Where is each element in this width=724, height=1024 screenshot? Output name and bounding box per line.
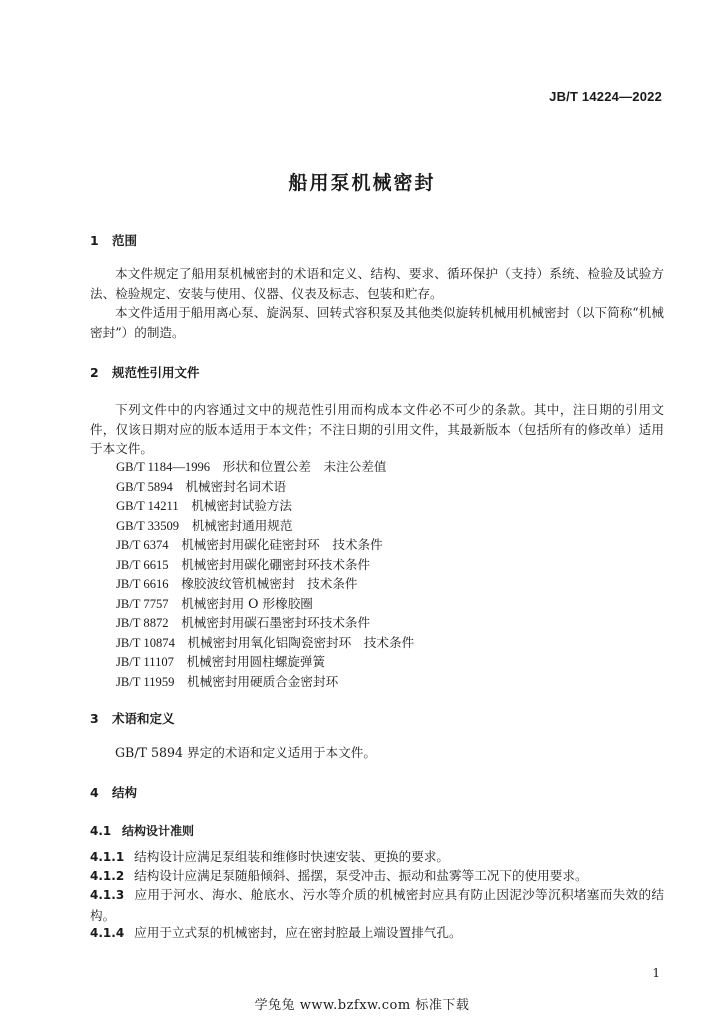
reference-item bbox=[116, 613, 414, 633]
reference-title: 机械密封名词术语 bbox=[185, 478, 287, 494]
reference-title: 机械密封用硬质合金密封环 bbox=[187, 673, 339, 689]
reference-title: 机械密封试验方法 bbox=[191, 498, 292, 513]
reference-item bbox=[116, 633, 414, 653]
terms-paragraph: GB/T 5894 界定的术语和定义适用于本文件。 bbox=[115, 745, 376, 760]
reference-title: 橡胶波纹管机械密封 技术条件 bbox=[181, 576, 358, 591]
reference-code: JB/T 6374 bbox=[116, 538, 169, 552]
reference-code: JB/T 10874 bbox=[116, 635, 175, 650]
clause-number: 4.1.3 bbox=[90, 888, 125, 902]
clause-4-1-2 bbox=[90, 866, 664, 887]
clause-4-1-3 bbox=[90, 885, 664, 925]
reference-item bbox=[116, 594, 414, 614]
reference-title: 形状和位置公差 未注公差值 bbox=[222, 459, 387, 474]
page-number: 1 bbox=[652, 966, 660, 980]
section-4-heading bbox=[90, 783, 137, 801]
reference-title: 机械密封用碳石墨密封环技术条件 bbox=[181, 615, 371, 630]
reference-title: 机械密封用圆柱螺旋弹簧 bbox=[186, 654, 326, 669]
normative-references-intro: 下列文件中的内容通过文中的规范性引用而构成本文件必不可少的条款。其中，注日期的引用文件，仅该日期对应的版本适用于本文件；不注日期的引用文件，其最新版本（包括所有的修改单）适用于本文件。 bbox=[90, 402, 664, 456]
reference-code: JB/T 7757 bbox=[116, 596, 169, 611]
reference-code: GB/T 5894 bbox=[116, 479, 173, 494]
section-3-heading bbox=[90, 709, 175, 727]
reference-item bbox=[116, 672, 414, 692]
reference-item bbox=[116, 535, 414, 555]
section-number: 1 bbox=[90, 233, 99, 248]
reference-item bbox=[116, 477, 414, 497]
section-title: 术语和定义 bbox=[112, 711, 175, 726]
section-title: 范围 bbox=[112, 233, 138, 248]
reference-item bbox=[116, 496, 414, 516]
clause-number: 4.1.1 bbox=[90, 850, 125, 864]
reference-item bbox=[116, 574, 414, 594]
scope-paragraph-2: 本文件适用于船用离心泵、旋涡泵、回转式容积泵及其他类似旋转机械用机械密封（以下简称“机械密封”）的制造。 bbox=[90, 305, 664, 340]
section-number: 4 bbox=[90, 785, 99, 800]
reference-list bbox=[116, 457, 414, 691]
reference-code: GB/T 14211 bbox=[116, 499, 179, 513]
reference-title: 机械密封用碳化硼密封环技术条件 bbox=[181, 556, 371, 572]
reference-code: JB/T 11107 bbox=[116, 655, 174, 669]
reference-item bbox=[116, 652, 414, 672]
reference-code: JB/T 6616 bbox=[116, 577, 169, 591]
standard-number: JB/T 14224—2022 bbox=[549, 89, 662, 104]
subsection-number: 4.1 bbox=[90, 824, 112, 838]
reference-title: 机械密封用碳化硅密封环 技术条件 bbox=[181, 537, 383, 552]
clause-number: 4.1.4 bbox=[90, 926, 125, 940]
reference-code: JB/T 6615 bbox=[116, 557, 169, 572]
section-title: 结构 bbox=[112, 785, 138, 800]
reference-code: JB/T 11959 bbox=[116, 674, 175, 689]
clause-4-1-4 bbox=[90, 923, 664, 944]
clause-number: 4.1.2 bbox=[90, 869, 125, 883]
reference-code: GB/T 1184—1996 bbox=[116, 460, 211, 474]
reference-code: JB/T 8872 bbox=[116, 616, 169, 630]
section-number: 2 bbox=[90, 365, 99, 380]
section-number: 3 bbox=[90, 711, 99, 726]
reference-title: 机械密封用 O 形橡胶圈 bbox=[181, 595, 313, 611]
scope-paragraph-1: 本文件规定了船用泵机械密封的术语和定义、结构、要求、循环保护（支持）系统、检验及试验方法、检验规定、安装与使用、仪器、仪表及标志、包装和贮存。 bbox=[90, 266, 664, 301]
section-2-heading bbox=[90, 363, 200, 381]
subsection-4-1-heading bbox=[90, 822, 194, 839]
clause-text: 结构设计应满足泵组装和维修时快速安装、更换的要求。 bbox=[134, 849, 450, 864]
reference-item bbox=[116, 555, 414, 575]
reference-title: 机械密封用氧化铝陶瓷密封环 技术条件 bbox=[187, 634, 415, 650]
clause-text: 应用于立式泵的机械密封，应在密封腔最上端设置排气孔。 bbox=[134, 925, 462, 940]
watermark-footer: 学兔兔 www.bzfxw.com 标准下载 bbox=[254, 998, 470, 1013]
subsection-title: 结构设计准则 bbox=[122, 824, 195, 838]
reference-title: 机械密封通用规范 bbox=[191, 517, 293, 533]
document-title: 船用泵机械密封 bbox=[288, 172, 436, 194]
section-title: 规范性引用文件 bbox=[112, 365, 200, 380]
reference-item bbox=[116, 457, 414, 477]
reference-item bbox=[116, 516, 414, 536]
section-1-heading bbox=[90, 231, 137, 249]
clause-4-1-1 bbox=[90, 847, 664, 868]
clause-text: 结构设计应满足泵随船倾斜、摇摆，泵受冲击、振动和盐雾等工况下的使用要求。 bbox=[134, 868, 588, 883]
clause-text: 应用于河水、海水、舱底水、污水等介质的机械密封应具有防止因泥沙等沉积堵塞而失效的结构。 bbox=[90, 887, 664, 923]
reference-code: GB/T 33509 bbox=[116, 518, 180, 533]
